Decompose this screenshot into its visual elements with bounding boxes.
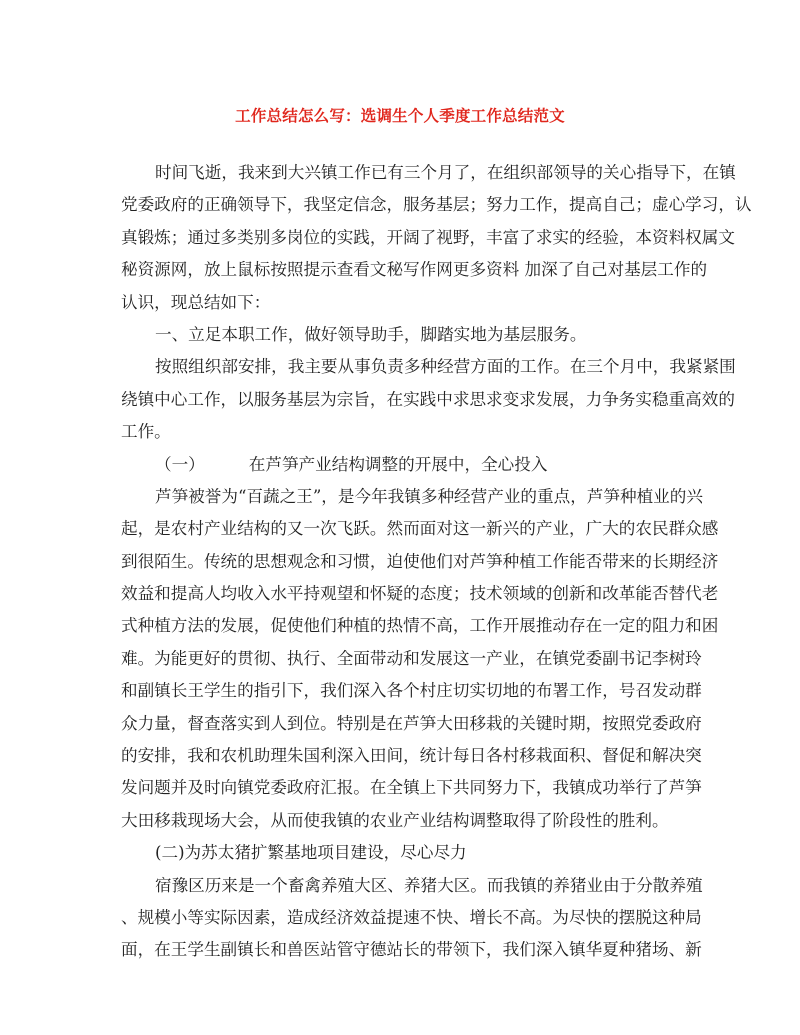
paragraph-line: 秘资源网，放上鼠标按照提示查看文秘写作网更多资料 加深了自己对基层工作的 (121, 260, 708, 280)
paragraph-line: 按照组织部安排，我主要从事负责多种经营方面的工作。在三个月中，我紧紧围 (155, 357, 736, 377)
subsection-title: 在芦笋产业结构调整的开展中，全心投入 (248, 454, 548, 474)
paragraph-line: 效益和提高人均收入水平持观望和怀疑的态度；技术领域的创新和改革能否替代老 (121, 584, 719, 604)
paragraph-line: 难。为能更好的贯彻、执行、全面带动和发展这一产业，在镇党委副书记李树玲 (121, 648, 702, 668)
subsection-heading (121, 449, 681, 481)
paragraph-line: 面，在王学生副镇长和兽医站管守德站长的带领下，我们深入镇华夏种猪场、新 (121, 940, 702, 960)
paragraph-line: 宿豫区历来是一个畜禽养殖大区、养猪大区。而我镇的养猪业由于分散养殖 (155, 875, 703, 895)
paragraph-line: 绕镇中心工作，以服务基层为宗旨，在实践中求思求变求发展，力争务实稳重高效的 (121, 389, 735, 409)
paragraph-line: 发问题并及时向镇党委政府汇报。在全镇上下共同努力下，我镇成功举行了芦笋 (121, 778, 702, 798)
paragraph-line: 的安排，我和农机助理朱国利深入田间，统计每日各村移栽面积、督促和解决突 (121, 746, 702, 766)
paragraph-line: 真锻炼；通过多类别多岗位的实践，开阔了视野，丰富了求实的经验，本资料权属文 (121, 227, 735, 247)
paragraph-line: 众力量，督查落实到人到位。特别是在芦笋大田移栽的关键时期，按照党委政府 (121, 713, 702, 733)
paragraph-line: 到很陌生。传统的思想观念和习惯，迫使他们对芦笋种植工作能否带来的长期经济 (121, 551, 719, 571)
paragraph-line: 式种植方法的发展，促使他们种植的热情不高，工作开展推动存在一定的阻力和困 (121, 616, 719, 636)
paragraph-line: 、规模小等实际因素，造成经济效益提速不快、增长不高。为尽快的摆脱这种局 (121, 907, 702, 927)
paragraph-line: 工作。 (121, 422, 171, 442)
paragraph-line: 大田移栽现场大会，从而使我镇的农业产业结构调整取得了阶段性的胜利。 (121, 810, 669, 830)
paragraph-line: 党委政府的正确领导下，我坚定信念，服务基层；努力工作，提高自己；虚心学习，认 (121, 195, 752, 215)
paragraph-line: 和副镇长王学生的指引下，我们深入各个村庄切实切地的布署工作，号召发动群 (121, 681, 702, 701)
subsection-heading: (二)为苏太猪扩繁基地项目建设，尽心尽力 (155, 843, 467, 863)
paragraph-line: 时间飞逝，我来到大兴镇工作已有三个月了，在组织部领导的关心指导下，在镇 (155, 163, 736, 182)
subsection-number: （一） (155, 454, 205, 474)
paragraph-line: 起，是农村产业结构的又一次飞跃。然而面对这一新兴的产业，广大的农民群众感 (121, 519, 719, 539)
document-body (121, 157, 752, 967)
document-title: 工作总结怎么写：选调生个人季度工作总结范文 (235, 106, 565, 125)
paragraph-line: 芦笋被誉为“百蔬之王”，是今年我镇多种经营产业的重点，芦笋种植业的兴 (155, 486, 703, 506)
section-heading: 一、立足本职工作，做好领导助手，脚踏实地为基层服务。 (155, 324, 587, 344)
paragraph-line: 认识，现总结如下： (121, 292, 271, 312)
